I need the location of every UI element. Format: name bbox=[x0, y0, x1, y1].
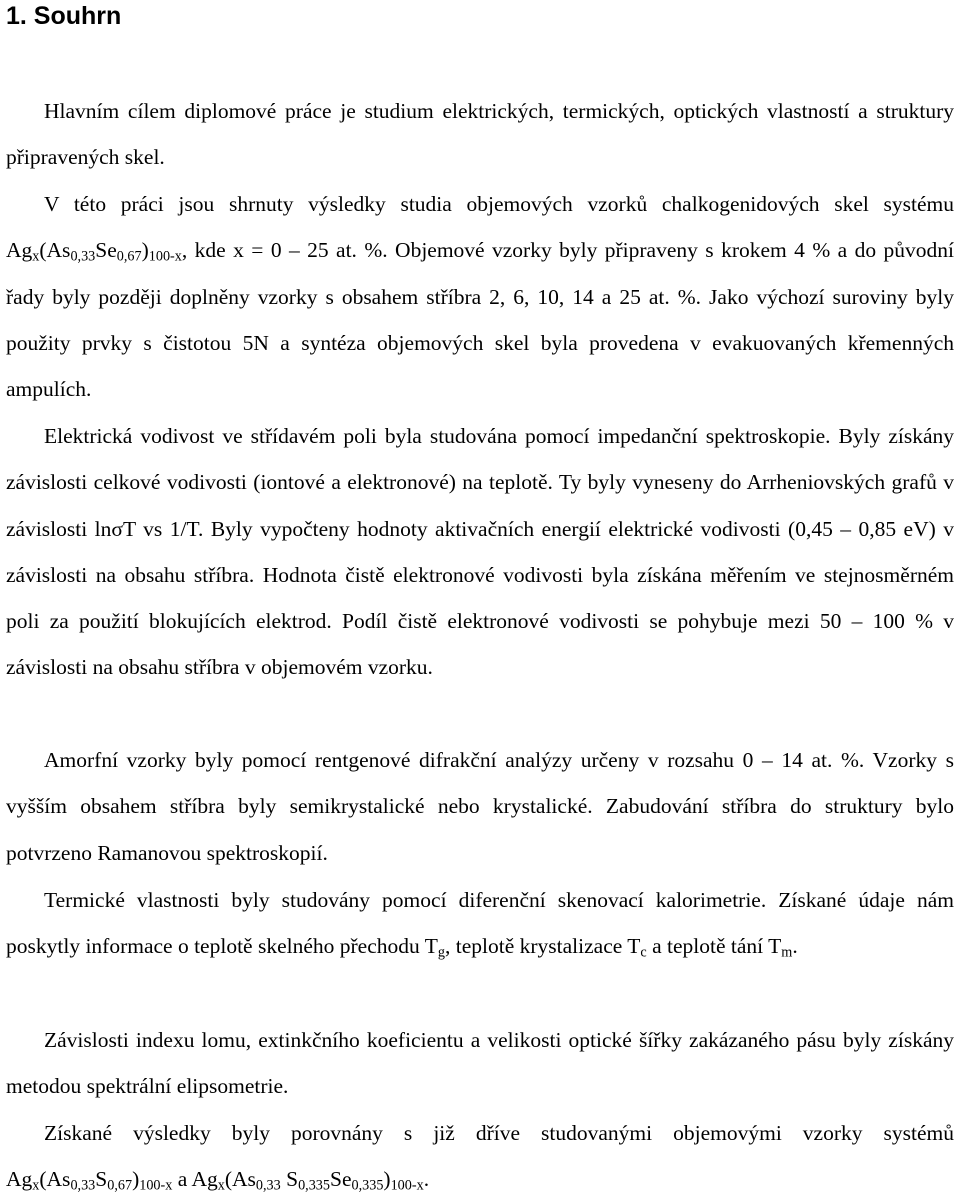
paragraph-thermal bbox=[6, 877, 954, 970]
text-run: a teplotě tání T bbox=[646, 934, 782, 959]
text-run: (As bbox=[39, 1167, 71, 1192]
text-run: ) bbox=[141, 238, 149, 263]
text-run: Získané výsledky byly porovnány s již dříve studovanými objemovými vzorky systémů Ag bbox=[6, 1121, 954, 1192]
paragraph-xrd: Amorfní vzorky byly pomocí rentgenové difrakční analýzy určeny v rozsahu 0 – 14 at. %. Vzorky s vyšším obsahem stříbra byly semikrystalické nebo krystalické. Zabudování stříbra do struktury bylo potvrzeno Ramanovou spektroskopií. bbox=[6, 748, 954, 865]
paragraph-samples bbox=[6, 181, 954, 412]
text-run: , kde x = 0 – 25 at. %. Objemové vzorky byly připraveny s krokem 4 % a do původní řady byly později doplněny vzorky s obsahem stříbra 2, 6, 10, 14 a 25 at. %. Jako výchozí suroviny byly použity prvky s čistotou 5N a syntéza objemových skel byla provedena v evakuovaných křemenných ampulích. bbox=[6, 238, 954, 402]
subscript: x bbox=[32, 1177, 40, 1194]
subscript: m bbox=[781, 944, 793, 961]
text-run: S bbox=[95, 1167, 108, 1192]
subscript: 0,67 bbox=[107, 1177, 133, 1194]
text-run: (As bbox=[224, 1167, 256, 1192]
paragraph-comparison bbox=[6, 1110, 954, 1203]
subscript: x bbox=[32, 248, 40, 265]
text-run: . bbox=[423, 1167, 430, 1192]
text-run: Se bbox=[329, 1167, 352, 1192]
subscript: 0,33 bbox=[70, 248, 96, 265]
text-run: a Ag bbox=[172, 1167, 218, 1192]
text-run: , teplotě krystalizace T bbox=[444, 934, 641, 959]
subscript: 0,33 bbox=[70, 1177, 96, 1194]
text-run: ) bbox=[132, 1167, 140, 1192]
text-run: V této práci jsou shrnuty výsledky studia objemových vzorků chalkogenidových skel systému Ag bbox=[6, 192, 954, 263]
subscript: 0,335 bbox=[298, 1177, 330, 1194]
subscript: c bbox=[640, 944, 647, 961]
subscript: 0,67 bbox=[116, 248, 142, 265]
subscript: x bbox=[217, 1177, 225, 1194]
text-run: (As bbox=[39, 238, 71, 263]
text-run: . bbox=[792, 934, 798, 959]
text-run: ) bbox=[383, 1167, 391, 1192]
subscript: 100-x bbox=[148, 248, 182, 265]
text-run: Se bbox=[95, 238, 117, 263]
paragraph-goal: Hlavním cílem diplomové práce je studium elektrických, termických, optických vlastností a struktury připravených skel. bbox=[6, 99, 954, 170]
paragraph-optical: Závislosti indexu lomu, extinkčního koeficientu a velikosti optické šířky zakázaného pásu byly získány metodou spektrální elipsometrie. bbox=[6, 1028, 954, 1099]
subscript: 100-x bbox=[390, 1177, 424, 1194]
subscript: 0,33 bbox=[255, 1177, 281, 1194]
text-run: Termické vlastnosti byly studovány pomocí diferenční skenovací kalorimetrie. Získané údaje nám poskytly informace o teplotě skelného přechodu T bbox=[6, 888, 954, 959]
paragraph-conductivity: Elektrická vodivost ve střídavém poli byla studována pomocí impedanční spektroskopie. Byly získány závislosti celkové vodivosti (iontové a elektronové) na teplotě. Ty byly vyneseny do Arrheniovských grafů v závislosti lnσT vs 1/T. Byly vypočteny hodnoty aktivačních energií elektrické vodivosti (0,45 – 0,85 eV) v závislosti na obsahu stříbra. Hodnota čistě elektronové vodivosti byla získána měřením ve stejnosměrném poli za použití blokujících elektrod. Podíl čistě elektronové vodivosti se pohybuje mezi 50 – 100 % v závislosti na obsahu stříbra v objemovém vzorku. bbox=[6, 424, 954, 680]
text-run: S bbox=[280, 1167, 299, 1192]
subscript: 100-x bbox=[139, 1177, 173, 1194]
section-heading: 1. Souhrn bbox=[6, 2, 122, 30]
subscript: 0,335 bbox=[351, 1177, 384, 1194]
subscript: g bbox=[437, 944, 445, 961]
